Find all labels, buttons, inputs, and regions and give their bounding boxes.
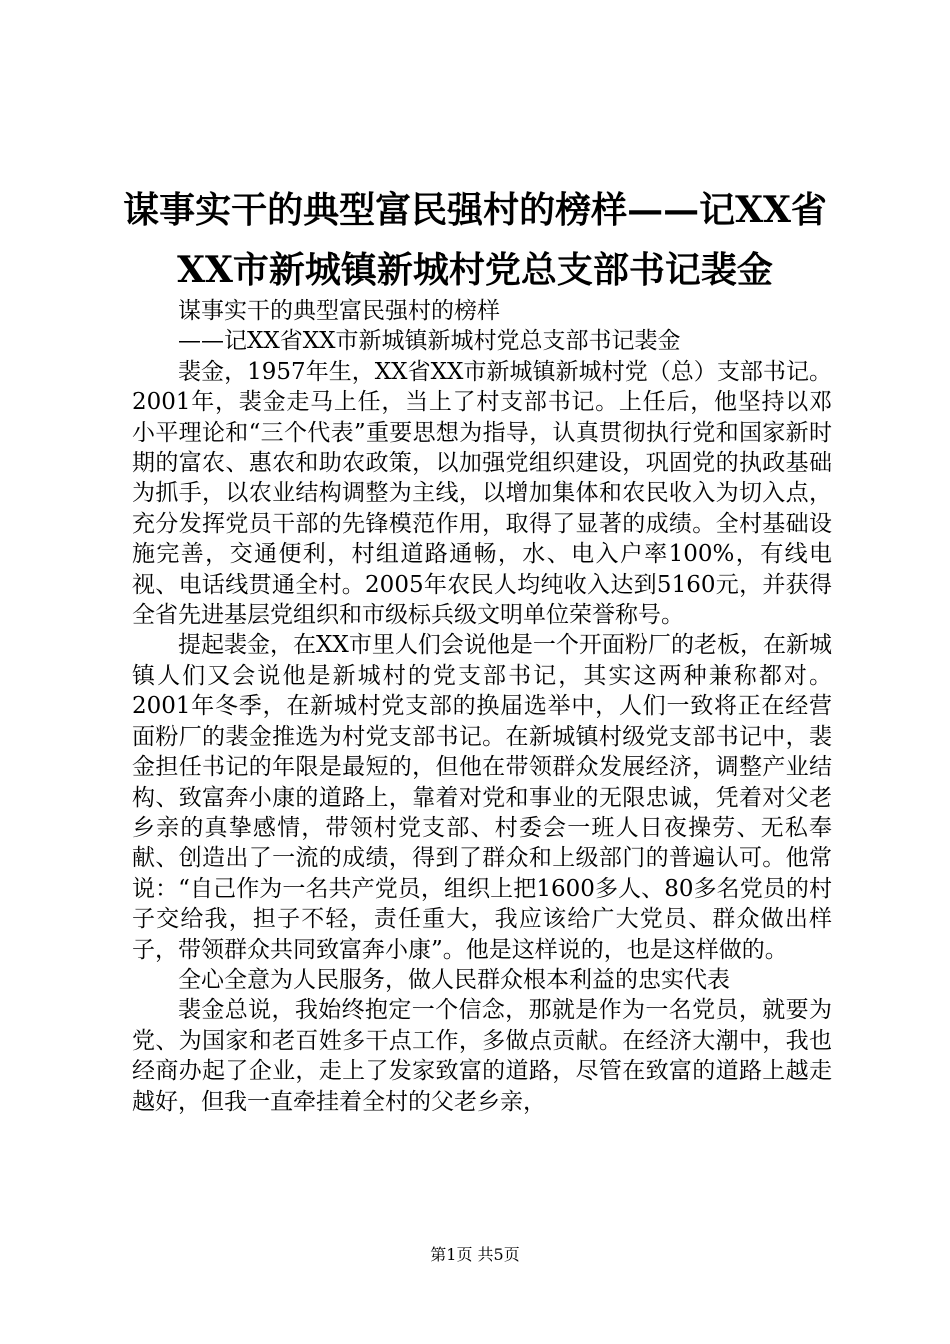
paragraph-2: 提起裴金，在XX市里人们会说他是一个开面粉厂的老板，在新城镇人们又会说他是新城村的党支部书记，其实这两种兼称都对。2001年冬季，在新城村党支部的换届选举中，人们一致将正在经营面粉厂的裴金推选为村党支部书记。在新城镇村级党支部书记中，裴金担任书记的年限是最短的，但他在带领群众发展经济，调整产业结构、致富奔小康的道路上，靠着对党和事业的无限忠诚，凭着对父老乡亲的真挚感情，带领村党支部、村委会一班人日夜操劳、无私奉献、创造出了一流的成绩，得到了群众和上级部门的普遍认可。他常说：“自己作为一名共产党员，组织上把1600多人、80多名党员的村子交给我，担子不轻，责任重大，我应该给广大党员、群众做出样子，带领群众共同致富奔小康”。他是这样说的，也是这样做的。: [132, 632, 832, 963]
paragraph-3: 裴金总说，我始终抱定一个信念，那就是作为一名党员，就要为党、为国家和老百姓多干点工作，多做点贡献。在经济大潮中，我也经商办起了企业，走上了发家致富的道路，尽管在致富的道路上越走越好，但我一直牵挂着全村的父老乡亲，: [132, 997, 832, 1115]
document-title-line-1: 谋事实干的典型富民强村的榜样——记XX省: [123, 189, 827, 231]
document-byline: ——记XX省XX市新城镇新城村党总支部书记裴金: [178, 328, 681, 355]
document-subtitle: 谋事实干的典型富民强村的榜样: [178, 298, 500, 324]
page-footer: 第1页 共5页: [430, 1245, 520, 1264]
section-heading: 全心全意为人民服务，做人民群众根本利益的忠实代表: [178, 966, 730, 993]
document-body: [132, 296, 832, 1117]
paragraph-1: 裴金，1957年生，XX省XX市新城镇新城村党（总）支部书记。2001年，裴金走马上任，当上了村支部书记。上任后，他坚持以邓小平理论和“三个代表”重要思想为指导，认真贯彻执行党和国家新时期的富农、惠农和助农政策，以加强党组织建设，巩固党的执政基础为抓手，以农业结构调整为主线，以增加集体和农民收入为切入点，充分发挥党员干部的先锋模范作用，取得了显著的成绩。全村基础设施完善，交通便利，村组道路通畅，水、电入户率100%，有线电视、电话线贯通全村。2005年农民人均纯收入达到5160元，并获得全省先进基层党组织和市级标兵级文明单位荣誉称号。: [132, 358, 832, 629]
document-title-line-2: XX市新城镇新城村党总支部书记裴金: [177, 249, 773, 291]
